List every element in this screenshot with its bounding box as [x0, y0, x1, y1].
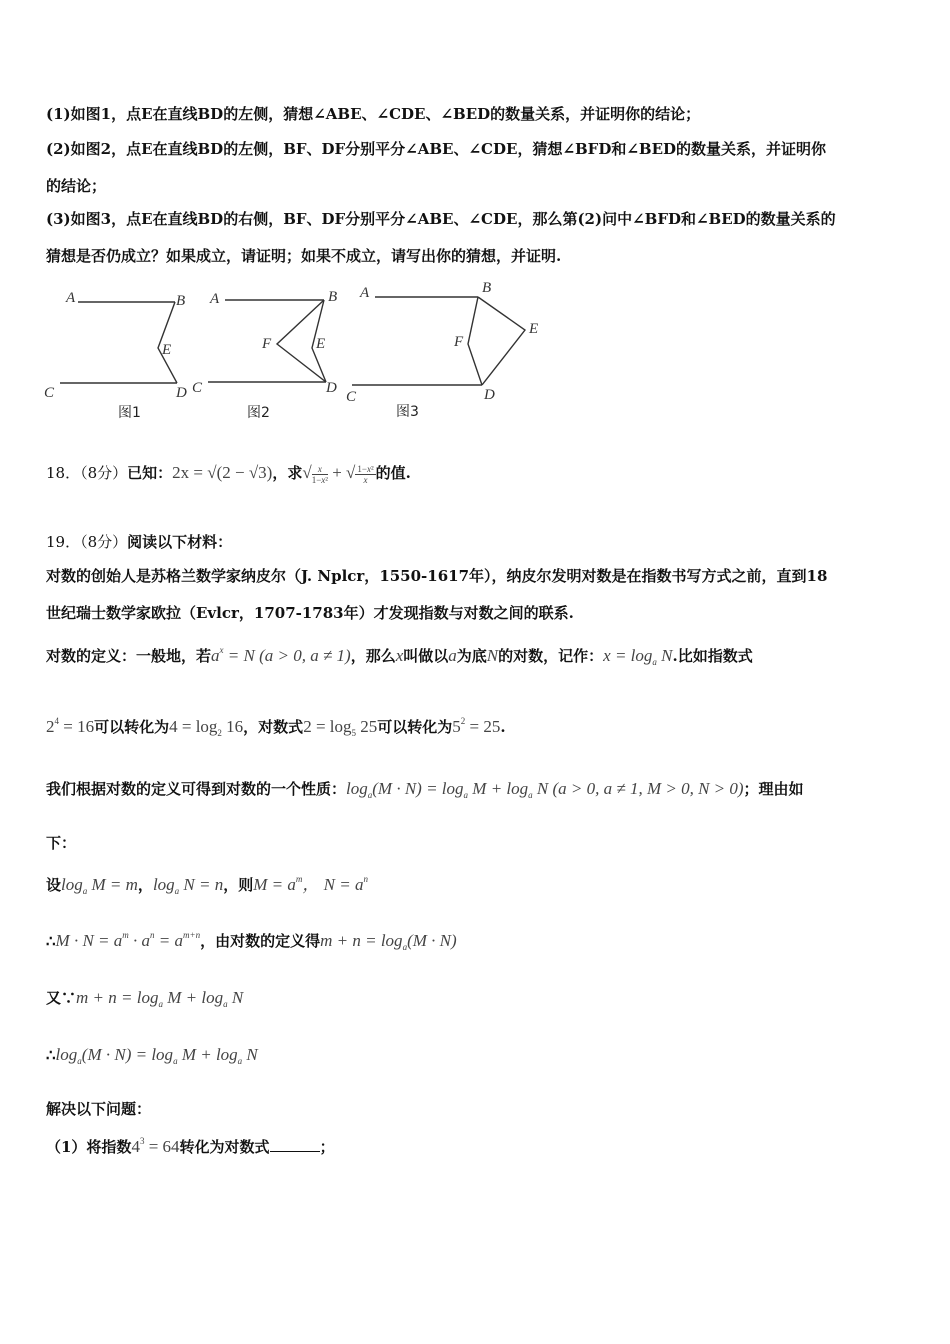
task1-answer-blank[interactable]	[270, 1137, 320, 1152]
fig2-label-E: E	[316, 336, 326, 352]
task1-text-a: （1）将指数	[46, 1138, 132, 1156]
q19-history-line2: 世纪瑞士数学家欧拉（Evlcr，1707-1783年）才发现指数与对数之间的联系.	[46, 604, 574, 622]
def-text-6: .比如指数式	[672, 647, 753, 665]
def-log-notation: $x = \log_a N$	[603, 646, 673, 667]
fig1-label-A: A	[66, 290, 76, 306]
fig3-label-B: B	[482, 280, 492, 296]
def-N: N	[486, 646, 499, 665]
example-log-2: $2 = \log_5 25$	[303, 717, 378, 738]
fig3-label-E: E	[529, 321, 539, 337]
task1-text-c: ；	[319, 1138, 335, 1156]
q19-therefore-line1	[46, 930, 457, 952]
conclusion-eq: $\log_a(M \cdot N) = \log_a M + \log_a N$	[55, 1045, 258, 1066]
def-text-1: 对数的定义：一般地，若	[46, 647, 212, 665]
product-eq: $M \cdot N = a^m \cdot a^n = a^{m+n}$	[55, 930, 201, 950]
def-text-5: 的对数，记作：	[498, 647, 604, 665]
property-formula: $\log_a(M \cdot N) = \log_a M + \log_a N$ (a > 0, a ≠ 1, M > 0, N > 0)	[346, 779, 744, 800]
example-text-3: 可以转化为	[377, 718, 453, 736]
fig2-label-B: B	[328, 289, 338, 305]
q18-text-known: 已知：	[127, 464, 173, 482]
example-text-1: 可以转化为	[94, 718, 170, 736]
q18-text-find: ，求	[272, 464, 303, 482]
fig3-caption: 图3	[396, 404, 419, 420]
q19-history-line1: 对数的创始人是苏格兰数学家纳皮尔（J. Nplcr，1550-1617年），纳皮尔发明对数是在指数书写方式之前，直到18	[46, 567, 828, 585]
figure-1	[60, 302, 177, 383]
let-eq-2: $\log_a N = n$	[152, 875, 224, 896]
def-text-3: 叫做以	[403, 647, 449, 665]
q19-title: 阅读以下材料：	[127, 533, 233, 551]
then-eq: $M = a^m$， $N = a^n$	[253, 874, 368, 894]
q19-header	[46, 531, 232, 552]
q19-let-line: 设$\log_a M = m$，$\log_a N = n$，则$M = a^m$， $N = a^n$	[46, 874, 368, 896]
q18-given-equation: 2x = √(2 − √3)	[172, 463, 273, 482]
fig1-label-E: E	[162, 342, 172, 358]
def-text-4: 为底	[456, 647, 487, 665]
q19-example-line: $2^4 = 16$可以转化为$4 = \log_2 16$，对数式$2 = \log_5 25$可以转化为$5^2 = 25$.	[46, 716, 506, 738]
let-text: 设	[46, 876, 62, 894]
q18-number: 18．（8分）	[46, 464, 128, 482]
figure-3	[352, 297, 525, 385]
fig3-label-D: D	[484, 387, 495, 403]
example-log-1: $4 = \log_2 16$	[169, 717, 244, 738]
q19-therefore-line2	[46, 1045, 258, 1066]
fig2-label-C: C	[192, 380, 203, 396]
q18-line	[46, 462, 411, 485]
example-exp-2: $5^2 = 25$	[452, 716, 501, 736]
q19-reason-cont: 下：	[46, 834, 77, 852]
example-text-2: ，对数式	[243, 718, 304, 736]
def-a: a	[448, 646, 457, 665]
fig2-label-F: F	[262, 336, 272, 352]
fig1-label-B: B	[176, 293, 186, 309]
example-exp-1: $2^4 = 16$	[46, 716, 95, 736]
task1-exp: $4^3 = 64$	[131, 1136, 180, 1156]
fig1-label-C: C	[44, 385, 55, 401]
q19-solve-heading: 解决以下问题：	[46, 1100, 152, 1118]
also-eq: $m + n = \log_a M + \log_a N$	[76, 988, 244, 1009]
fig3-label-A: A	[360, 285, 370, 301]
bydef-eq: $m + n = \log_a(M \cdot N)$	[320, 931, 457, 952]
also-text: 又∵	[46, 989, 77, 1007]
q19-also-line	[46, 987, 243, 1009]
fig1-caption: 图1	[118, 405, 141, 421]
def-text-2: ，那么	[350, 647, 396, 665]
q18-text-value: 的值.	[375, 464, 411, 482]
therefore-symbol-1: ∴	[46, 932, 56, 950]
fig1-label-D: D	[176, 385, 187, 401]
q19-definition-line	[46, 645, 753, 667]
fig2-label-D: D	[326, 380, 337, 396]
reason-text-1: ；理由如	[743, 780, 804, 798]
def-x: x	[395, 646, 404, 665]
q19-task1	[46, 1136, 335, 1157]
q17-part2-line2: 的结论；	[46, 177, 107, 195]
q18-expression: √ $\frac{x}{\text{1−x²}}$ + √ $\frac{\text{1−x²}}{x}$	[302, 463, 374, 485]
fig3-label-F: F	[454, 334, 464, 350]
therefore-symbol-2: ∴	[46, 1046, 56, 1064]
q17-figures	[40, 280, 560, 425]
bydef-text: ，由对数的定义得	[200, 932, 321, 950]
q19-property-line	[46, 778, 804, 800]
q19-number: 19．（8分）	[46, 533, 128, 551]
q17-part3-line2: 猜想是否仍成立？如果成立，请证明；如果不成立，请写出你的猜想，并证明.	[46, 247, 562, 265]
q17-part1: (1)如图1，点E在直线BD的左侧，猜想∠ABE、∠CDE、∠BED的数量关系，并证明你的结论；	[46, 105, 701, 123]
q17-part3-line1: (3)如图3，点E在直线BD的右侧，BF、DF分别平分∠ABE、∠CDE，那么第(2)问中∠BFD和∠BED的数量关系的	[46, 210, 836, 228]
def-exp-eq: $a^x = N$ (a > 0, a ≠ 1)	[211, 645, 351, 665]
fig3-label-C: C	[346, 389, 357, 405]
fig2-caption: 图2	[247, 405, 270, 421]
property-text: 我们根据对数的定义可得到对数的一个性质：	[46, 780, 347, 798]
fig2-label-A: A	[210, 291, 220, 307]
let-eq-1: $\log_a M = m$	[61, 875, 138, 896]
q17-part2-line1: (2)如图2，点E在直线BD的左侧，BF、DF分别平分∠ABE、∠CDE，猜想∠BFD和∠BED的数量关系，并证明你	[46, 140, 827, 158]
task1-text-b: 转化为对数式	[179, 1138, 270, 1156]
then-text: ，则	[223, 876, 254, 894]
